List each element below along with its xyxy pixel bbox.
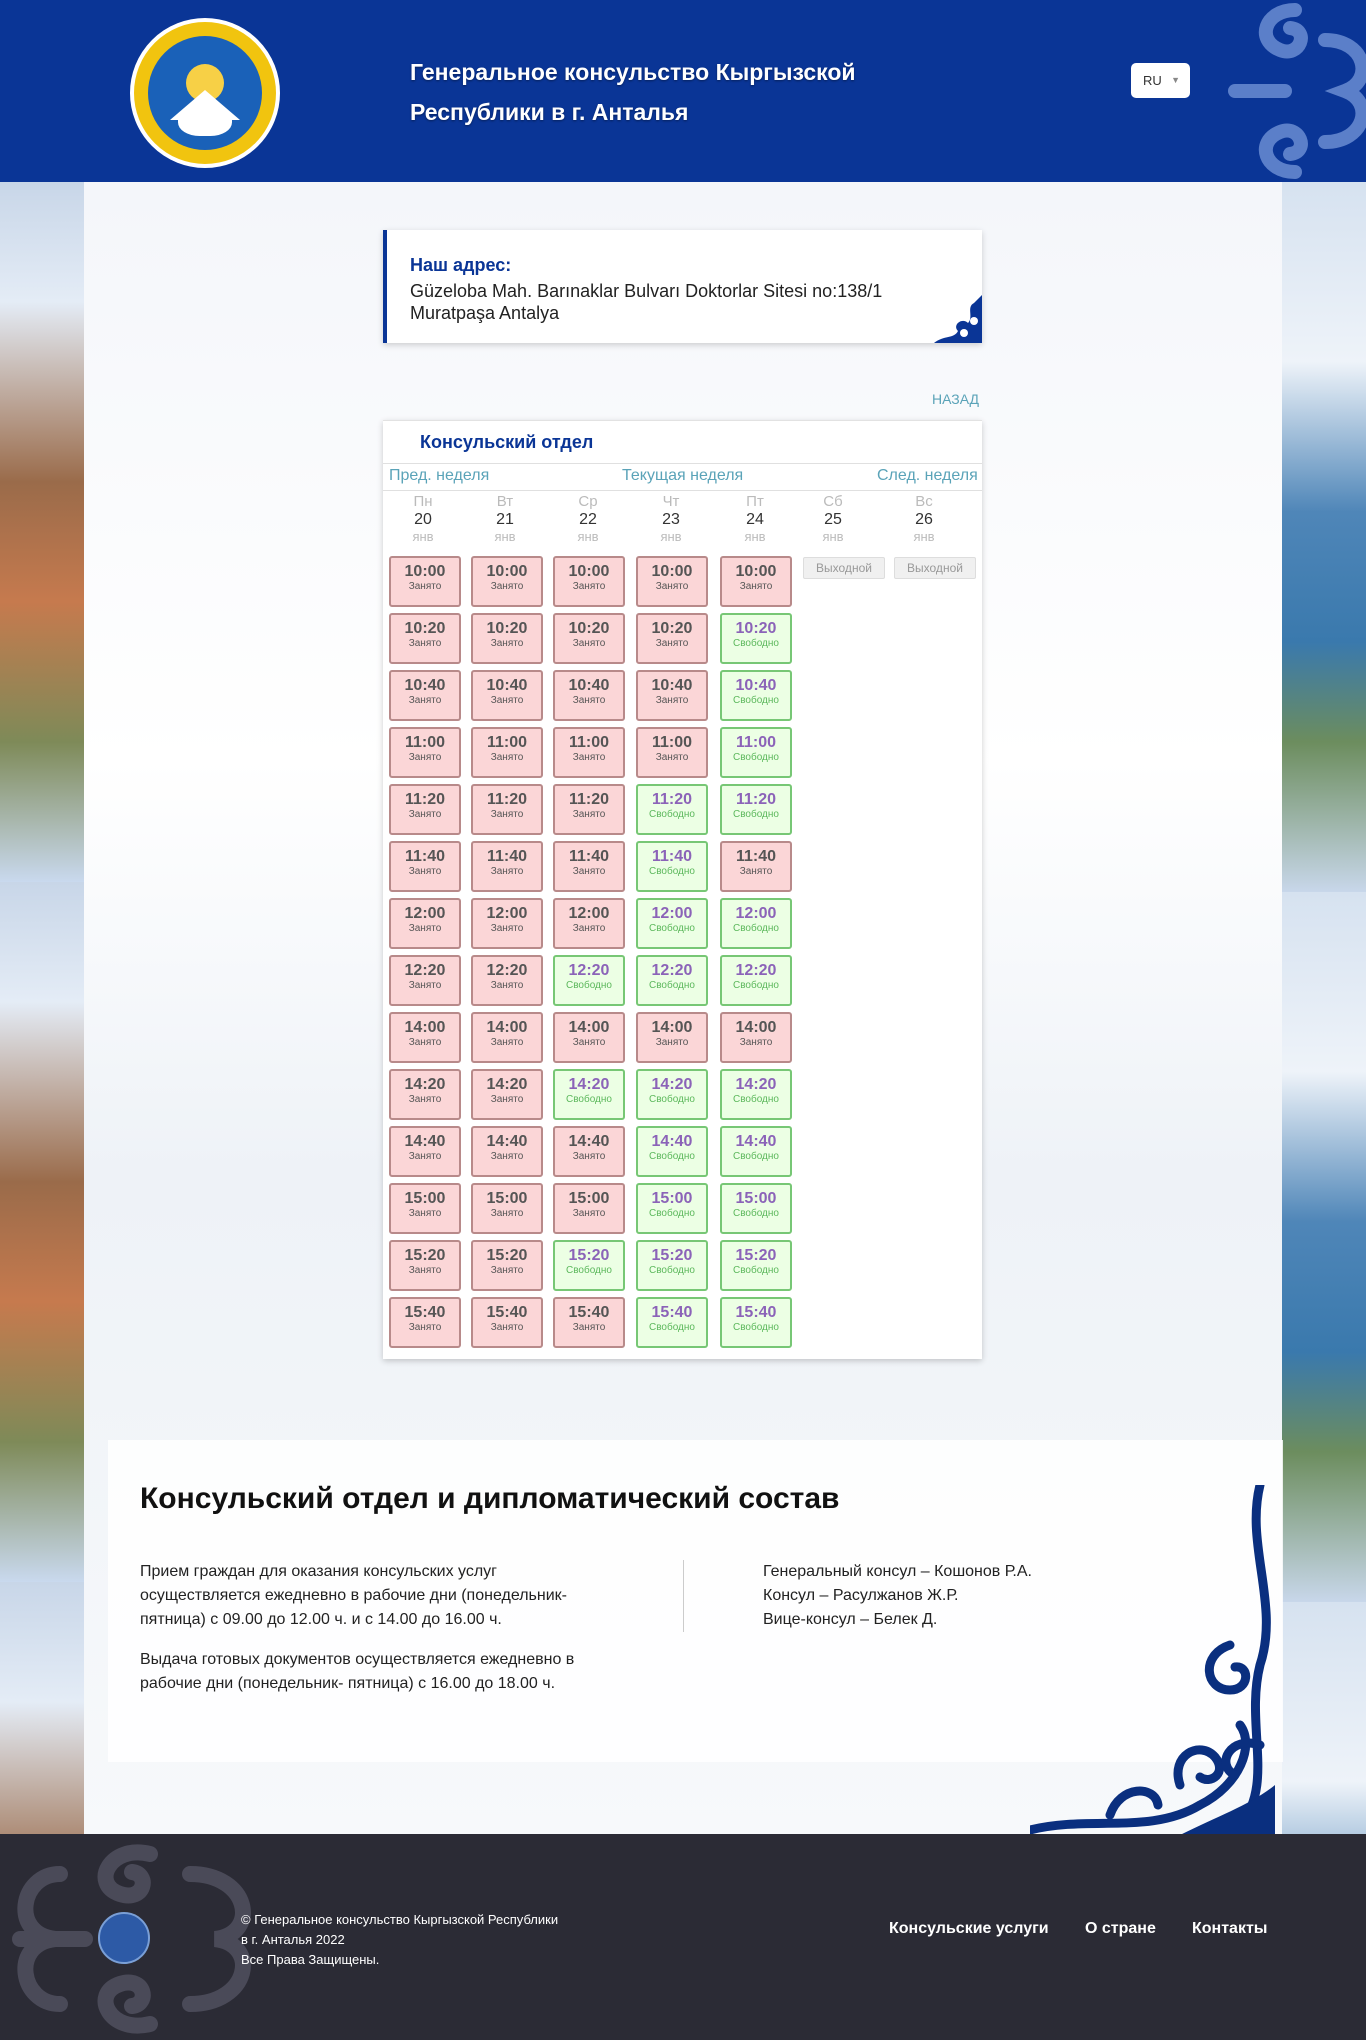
slot-time: 11:20 bbox=[486, 791, 528, 808]
slot-time: 10:20 bbox=[404, 620, 446, 637]
time-slot-busy bbox=[471, 1183, 543, 1234]
slot-status: Занято bbox=[490, 923, 524, 934]
time-slot-free[interactable] bbox=[720, 1126, 792, 1177]
slot-status: Свободно bbox=[566, 1094, 612, 1105]
day-wd: Сб bbox=[823, 493, 843, 510]
copyright-line1: © Генеральное консульство Кыргызской Республики bbox=[241, 1912, 559, 1927]
day-header bbox=[469, 493, 541, 545]
time-slot-free[interactable] bbox=[553, 1069, 625, 1120]
slot-status: Занято bbox=[408, 1151, 442, 1162]
day-num: 21 bbox=[496, 511, 514, 528]
divider bbox=[383, 463, 982, 464]
time-slot-busy bbox=[553, 1012, 625, 1063]
time-slot-free[interactable] bbox=[553, 1240, 625, 1291]
day-header bbox=[552, 493, 624, 545]
slot-time: 14:40 bbox=[735, 1133, 777, 1150]
slot-time: 10:00 bbox=[404, 563, 446, 580]
slot-time: 11:00 bbox=[651, 734, 693, 751]
slot-time: 12:20 bbox=[735, 962, 777, 979]
day-num: 25 bbox=[824, 511, 842, 528]
kyrgyz-emblem-logo[interactable] bbox=[130, 18, 280, 168]
day-wd: Пт bbox=[746, 493, 764, 510]
slot-status: Занято bbox=[408, 1037, 442, 1048]
slot-time: 10:00 bbox=[568, 563, 610, 580]
day-header bbox=[387, 493, 459, 545]
issuance-line1: Выдача готовых документов осуществляется ежедневно в bbox=[140, 1651, 575, 1668]
site-title-line2: Республики в г. Анталья bbox=[410, 99, 689, 125]
slot-status: Занято bbox=[572, 695, 606, 706]
slot-time: 15:20 bbox=[651, 1247, 693, 1264]
time-slot-busy bbox=[389, 1183, 461, 1234]
language-select[interactable] bbox=[1131, 63, 1190, 98]
time-slot-busy bbox=[720, 1012, 792, 1063]
department-title: Консульский отдел bbox=[420, 432, 594, 452]
time-slot-free[interactable] bbox=[720, 1240, 792, 1291]
time-slot-free[interactable] bbox=[636, 955, 708, 1006]
slot-time: 15:00 bbox=[651, 1190, 693, 1207]
slot-status: Свободно bbox=[733, 1322, 779, 1333]
slot-time: 14:20 bbox=[568, 1076, 610, 1093]
time-slot-busy bbox=[636, 556, 708, 607]
slot-time: 12:00 bbox=[486, 905, 528, 922]
slot-status: Свободно bbox=[733, 923, 779, 934]
time-slot-free[interactable] bbox=[720, 1069, 792, 1120]
slot-time: 11:20 bbox=[404, 791, 446, 808]
day-num: 20 bbox=[414, 511, 432, 528]
slot-status: Свободно bbox=[649, 809, 695, 820]
time-slot-busy bbox=[471, 784, 543, 835]
address-line1: Güzeloba Mah. Barınaklar Bulvarı Doktorlar Sitesi no:138/1 bbox=[410, 281, 883, 301]
slot-status: Свободно bbox=[733, 809, 779, 820]
weekend-badge: Выходной bbox=[894, 557, 976, 579]
slot-status: Занято bbox=[655, 695, 689, 706]
slot-status: Свободно bbox=[733, 980, 779, 991]
time-slot-free[interactable] bbox=[636, 784, 708, 835]
slot-status: Занято bbox=[408, 866, 442, 877]
slot-status: Свободно bbox=[649, 1265, 695, 1276]
address-card bbox=[383, 230, 982, 343]
time-slot-free[interactable] bbox=[636, 1126, 708, 1177]
slot-time: 11:40 bbox=[735, 848, 777, 865]
slot-status: Свободно bbox=[733, 1151, 779, 1162]
slot-time: 15:00 bbox=[735, 1190, 777, 1207]
time-slot-free[interactable] bbox=[636, 898, 708, 949]
background-photo-right bbox=[1282, 182, 1366, 1834]
slot-status: Занято bbox=[408, 809, 442, 820]
time-slot-busy bbox=[389, 613, 461, 664]
slot-status: Занято bbox=[739, 1037, 773, 1048]
slot-time: 15:40 bbox=[568, 1304, 610, 1321]
time-slot-busy bbox=[389, 1240, 461, 1291]
time-slot-busy bbox=[389, 1126, 461, 1177]
site-header bbox=[0, 0, 1366, 182]
time-slot-busy bbox=[553, 1183, 625, 1234]
slot-status: Занято bbox=[572, 1151, 606, 1162]
copyright-line3: Все Права Защищены. bbox=[241, 1952, 380, 1967]
day-mon: янв bbox=[913, 529, 935, 544]
slot-status: Занято bbox=[490, 809, 524, 820]
time-slot-busy bbox=[553, 670, 625, 721]
info-title: Консульский отдел и дипломатический состав bbox=[140, 1482, 840, 1515]
slot-time: 15:40 bbox=[404, 1304, 446, 1321]
address-title: Наш адрес: bbox=[410, 255, 512, 275]
time-slot-busy bbox=[471, 727, 543, 778]
day-wd: Чт bbox=[662, 493, 680, 510]
slot-status: Свободно bbox=[733, 695, 779, 706]
slot-status: Занято bbox=[490, 695, 524, 706]
slot-status: Свободно bbox=[733, 638, 779, 649]
time-slot-free[interactable] bbox=[720, 727, 792, 778]
footer-link-contacts[interactable]: Контакты bbox=[1192, 1920, 1268, 1937]
time-slot-busy bbox=[471, 955, 543, 1006]
slot-status: Свободно bbox=[566, 1265, 612, 1276]
time-slot-free[interactable] bbox=[720, 670, 792, 721]
slot-time: 10:20 bbox=[735, 620, 777, 637]
corner-ornament-icon bbox=[934, 295, 982, 343]
slot-status: Занято bbox=[655, 1037, 689, 1048]
day-num: 22 bbox=[579, 511, 597, 528]
slot-status: Свободно bbox=[649, 1322, 695, 1333]
slot-time: 11:00 bbox=[486, 734, 528, 751]
footer-link-about-country[interactable]: О стране bbox=[1085, 1920, 1156, 1937]
time-slot-busy bbox=[553, 1126, 625, 1177]
slot-status: Занято bbox=[572, 1322, 606, 1333]
site-title bbox=[410, 52, 930, 132]
slot-status: Занято bbox=[408, 980, 442, 991]
slot-time: 15:20 bbox=[486, 1247, 528, 1264]
slot-status: Занято bbox=[572, 581, 606, 592]
slot-time: 12:00 bbox=[735, 905, 777, 922]
slot-time: 11:00 bbox=[404, 734, 446, 751]
slot-time: 11:40 bbox=[568, 848, 610, 865]
reception-line2: осуществляется ежедневно в рабочие дни (понедельник- bbox=[140, 1587, 567, 1604]
background-photo-left bbox=[0, 182, 84, 1834]
chevron-down-icon: ▼ bbox=[1171, 75, 1180, 85]
time-slot-free[interactable] bbox=[636, 1069, 708, 1120]
time-slot-free[interactable] bbox=[720, 898, 792, 949]
time-slot-busy bbox=[389, 898, 461, 949]
slot-status: Свободно bbox=[733, 1208, 779, 1219]
slot-time: 15:20 bbox=[568, 1247, 610, 1264]
reception-line3: пятница) с 09.00 до 12.00 ч. и с 14.00 до 16.00 ч. bbox=[140, 1611, 502, 1628]
day-num: 26 bbox=[915, 511, 933, 528]
slot-status: Свободно bbox=[649, 1094, 695, 1105]
prev-week-link[interactable]: Пред. неделя bbox=[389, 467, 490, 484]
time-slot-busy bbox=[389, 1297, 461, 1348]
slot-time: 14:20 bbox=[404, 1076, 446, 1093]
time-slot-busy bbox=[471, 841, 543, 892]
slot-time: 14:40 bbox=[486, 1133, 528, 1150]
slot-status: Занято bbox=[408, 638, 442, 649]
slot-time: 15:20 bbox=[735, 1247, 777, 1264]
slot-status: Занято bbox=[408, 581, 442, 592]
slot-time: 10:20 bbox=[651, 620, 693, 637]
slot-status: Занято bbox=[655, 752, 689, 763]
time-slot-free[interactable] bbox=[636, 1183, 708, 1234]
day-wd: Вт bbox=[496, 493, 514, 510]
staff-item: Генеральный консул – Кошонов Р.А. bbox=[763, 1563, 1032, 1580]
time-slot-busy bbox=[553, 727, 625, 778]
slot-status: Занято bbox=[572, 923, 606, 934]
slot-time: 10:40 bbox=[486, 677, 528, 694]
time-slot-busy bbox=[471, 898, 543, 949]
slot-time: 14:00 bbox=[568, 1019, 610, 1036]
slot-time: 12:00 bbox=[568, 905, 610, 922]
issuance-hours-text bbox=[140, 1648, 610, 1696]
day-mon: янв bbox=[494, 529, 516, 544]
slot-status: Свободно bbox=[733, 752, 779, 763]
slot-status: Занято bbox=[572, 638, 606, 649]
time-slot-busy bbox=[471, 613, 543, 664]
slot-status: Занято bbox=[490, 1322, 524, 1333]
day-wd: Пн bbox=[413, 493, 433, 510]
day-mon: янв bbox=[412, 529, 434, 544]
issuance-line2: рабочие дни (понедельник- пятница) с 16.00 до 18.00 ч. bbox=[140, 1675, 556, 1692]
time-slot-free[interactable] bbox=[636, 841, 708, 892]
slot-time: 15:40 bbox=[651, 1304, 693, 1321]
day-mon: янв bbox=[577, 529, 599, 544]
time-slot-busy bbox=[389, 784, 461, 835]
slot-time: 12:20 bbox=[568, 962, 610, 979]
slot-time: 11:20 bbox=[568, 791, 610, 808]
slot-time: 14:00 bbox=[486, 1019, 528, 1036]
staff-item: Вице-консул – Белек Д. bbox=[763, 1611, 938, 1628]
time-slot-busy bbox=[636, 1012, 708, 1063]
slot-time: 12:20 bbox=[651, 962, 693, 979]
slot-time: 10:40 bbox=[568, 677, 610, 694]
slot-status: Занято bbox=[490, 1094, 524, 1105]
slot-time: 15:00 bbox=[486, 1190, 528, 1207]
slot-time: 10:00 bbox=[486, 563, 528, 580]
slot-time: 11:40 bbox=[404, 848, 446, 865]
day-header bbox=[888, 493, 960, 545]
time-slot-busy bbox=[553, 556, 625, 607]
slot-time: 10:00 bbox=[735, 563, 777, 580]
day-header bbox=[635, 493, 707, 545]
slot-time: 11:40 bbox=[651, 848, 693, 865]
slot-status: Занято bbox=[408, 923, 442, 934]
slot-time: 10:20 bbox=[568, 620, 610, 637]
slot-time: 12:00 bbox=[404, 905, 446, 922]
time-slot-free[interactable] bbox=[720, 613, 792, 664]
reception-hours-text bbox=[140, 1560, 610, 1632]
appointment-schedule bbox=[383, 420, 982, 1359]
day-mon: янв bbox=[660, 529, 682, 544]
slot-status: Занято bbox=[572, 809, 606, 820]
slot-status: Свободно bbox=[649, 1208, 695, 1219]
language-value: RU bbox=[1143, 73, 1162, 88]
emblem-falcon bbox=[178, 102, 232, 136]
slot-time: 11:00 bbox=[735, 734, 777, 751]
time-slot-free[interactable] bbox=[553, 955, 625, 1006]
ornament-icon bbox=[1030, 1485, 1275, 1835]
time-slot-busy bbox=[471, 1240, 543, 1291]
slot-status: Занято bbox=[490, 980, 524, 991]
footer-logo[interactable] bbox=[98, 1912, 150, 1964]
time-slot-busy bbox=[471, 556, 543, 607]
slot-time: 15:40 bbox=[735, 1304, 777, 1321]
slot-status: Занято bbox=[739, 866, 773, 877]
day-header bbox=[797, 493, 869, 545]
slot-time: 11:40 bbox=[486, 848, 528, 865]
time-slot-busy bbox=[720, 556, 792, 607]
slot-status: Занято bbox=[490, 638, 524, 649]
slot-status: Свободно bbox=[733, 1094, 779, 1105]
site-footer bbox=[0, 1834, 1366, 2040]
slot-time: 10:40 bbox=[404, 677, 446, 694]
slot-time: 10:20 bbox=[486, 620, 528, 637]
time-slot-busy bbox=[389, 556, 461, 607]
time-slot-busy bbox=[471, 1297, 543, 1348]
slot-time: 14:20 bbox=[651, 1076, 693, 1093]
time-slot-busy bbox=[471, 1012, 543, 1063]
current-week-link[interactable]: Текущая неделя bbox=[622, 467, 744, 484]
slot-status: Занято bbox=[490, 1265, 524, 1276]
time-slot-busy bbox=[636, 727, 708, 778]
time-slot-busy bbox=[389, 841, 461, 892]
day-num: 23 bbox=[662, 511, 680, 528]
time-slot-busy bbox=[636, 613, 708, 664]
slot-time: 11:00 bbox=[568, 734, 610, 751]
slot-status: Занято bbox=[408, 1265, 442, 1276]
slot-time: 14:00 bbox=[651, 1019, 693, 1036]
slot-time: 14:40 bbox=[651, 1133, 693, 1150]
slot-status: Свободно bbox=[733, 1265, 779, 1276]
day-wd: Ср bbox=[578, 493, 598, 510]
slot-status: Занято bbox=[408, 752, 442, 763]
slot-time: 15:00 bbox=[404, 1190, 446, 1207]
slot-status: Свободно bbox=[649, 1151, 695, 1162]
slot-status: Занято bbox=[408, 1208, 442, 1219]
slot-status: Занято bbox=[739, 581, 773, 592]
slot-time: 14:40 bbox=[404, 1133, 446, 1150]
slot-status: Занято bbox=[490, 866, 524, 877]
time-slot-free[interactable] bbox=[636, 1297, 708, 1348]
time-slot-busy bbox=[553, 784, 625, 835]
slot-time: 14:40 bbox=[568, 1133, 610, 1150]
ornament-icon bbox=[1225, 0, 1366, 182]
slot-time: 14:00 bbox=[735, 1019, 777, 1036]
time-slot-busy bbox=[471, 1126, 543, 1177]
slot-time: 11:20 bbox=[651, 791, 693, 808]
day-header bbox=[719, 493, 791, 545]
footer-link-consular-services[interactable]: Консульские услуги bbox=[889, 1920, 1049, 1937]
time-slot-busy bbox=[389, 1012, 461, 1063]
slot-status: Занято bbox=[408, 1094, 442, 1105]
slot-time: 12:20 bbox=[404, 962, 446, 979]
site-title-line1: Генеральное консульство Кыргызской bbox=[410, 59, 856, 85]
slot-status: Занято bbox=[572, 752, 606, 763]
slot-time: 14:20 bbox=[486, 1076, 528, 1093]
copyright-line2: в г. Анталья 2022 bbox=[241, 1932, 345, 1947]
slot-status: Занято bbox=[655, 638, 689, 649]
slot-status: Занято bbox=[572, 866, 606, 877]
emblem-field bbox=[148, 36, 262, 150]
time-slot-free[interactable] bbox=[720, 1183, 792, 1234]
slot-time: 10:40 bbox=[735, 677, 777, 694]
weekend-badge: Выходной bbox=[803, 557, 885, 579]
slot-status: Занято bbox=[490, 1208, 524, 1219]
time-slot-free[interactable] bbox=[720, 1297, 792, 1348]
time-slot-busy bbox=[471, 1069, 543, 1120]
slot-time: 15:00 bbox=[568, 1190, 610, 1207]
time-slot-busy bbox=[553, 613, 625, 664]
slot-status: Свободно bbox=[649, 980, 695, 991]
time-slot-busy bbox=[389, 1069, 461, 1120]
time-slot-busy bbox=[636, 670, 708, 721]
slot-status: Свободно bbox=[649, 866, 695, 877]
slot-status: Занято bbox=[490, 1151, 524, 1162]
slot-time: 12:00 bbox=[651, 905, 693, 922]
slot-status: Свободно bbox=[649, 923, 695, 934]
address-line2: Muratpaşa Antalya bbox=[410, 303, 560, 323]
time-slot-busy bbox=[471, 670, 543, 721]
time-slot-free[interactable] bbox=[636, 1240, 708, 1291]
slot-time: 14:20 bbox=[735, 1076, 777, 1093]
staff-list bbox=[763, 1560, 1032, 1632]
slot-status: Занято bbox=[490, 1037, 524, 1048]
day-num: 24 bbox=[746, 511, 764, 528]
slot-time: 12:20 bbox=[486, 962, 528, 979]
time-slot-busy bbox=[389, 727, 461, 778]
divider bbox=[683, 1560, 684, 1632]
slot-status: Занято bbox=[572, 1208, 606, 1219]
slot-status: Занято bbox=[408, 1322, 442, 1333]
day-mon: янв bbox=[822, 529, 844, 544]
time-slot-busy bbox=[553, 1297, 625, 1348]
reception-line1: Прием граждан для оказания консульских услуг bbox=[140, 1563, 498, 1580]
copyright-text bbox=[241, 1910, 558, 1970]
time-slot-busy bbox=[720, 841, 792, 892]
day-wd: Вс bbox=[915, 493, 933, 510]
slot-time: 11:20 bbox=[735, 791, 777, 808]
slot-time: 15:40 bbox=[486, 1304, 528, 1321]
staff-item: Консул – Расулжанов Ж.Р. bbox=[763, 1587, 959, 1604]
slot-time: 14:00 bbox=[404, 1019, 446, 1036]
slot-status: Свободно bbox=[566, 980, 612, 991]
slot-status: Занято bbox=[655, 581, 689, 592]
divider bbox=[383, 490, 982, 491]
time-slot-busy bbox=[389, 955, 461, 1006]
time-slot-free[interactable] bbox=[720, 784, 792, 835]
time-slot-free[interactable] bbox=[720, 955, 792, 1006]
time-slot-busy bbox=[389, 670, 461, 721]
back-link[interactable]: НАЗАД bbox=[932, 391, 980, 407]
slot-status: Занято bbox=[490, 581, 524, 592]
slot-time: 10:40 bbox=[651, 677, 693, 694]
next-week-link[interactable]: След. неделя bbox=[877, 467, 978, 484]
day-mon: янв bbox=[744, 529, 766, 544]
slot-status: Занято bbox=[408, 695, 442, 706]
slot-status: Занято bbox=[490, 752, 524, 763]
slot-time: 15:20 bbox=[404, 1247, 446, 1264]
slot-status: Занято bbox=[572, 1037, 606, 1048]
time-slot-busy bbox=[553, 841, 625, 892]
slot-time: 10:00 bbox=[651, 563, 693, 580]
time-slot-busy bbox=[553, 898, 625, 949]
